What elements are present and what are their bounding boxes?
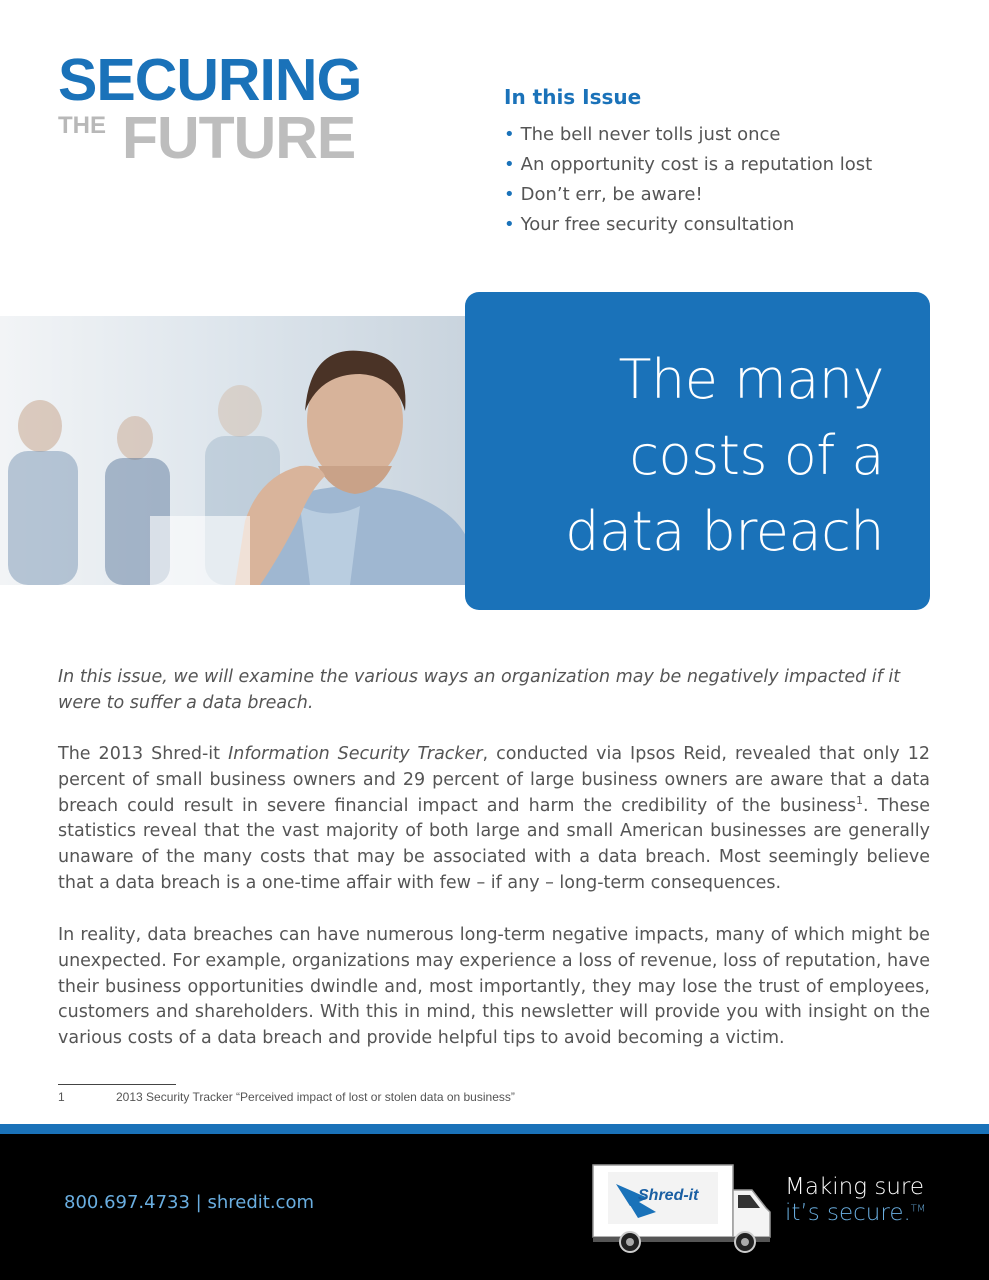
headline-box xyxy=(465,292,930,610)
issue-item: • Your free security consultation xyxy=(504,214,795,235)
footer-stripe xyxy=(0,1124,989,1134)
issue-list xyxy=(504,120,944,240)
footnote-text: 2013 Security Tracker “Perceived impact of lost or stolen data on business” xyxy=(116,1090,515,1104)
bullet-icon: • xyxy=(504,124,515,145)
truck-logo-text: Shred-it xyxy=(638,1187,699,1204)
trademark: TM xyxy=(910,1203,926,1215)
footnote-number: 1 xyxy=(58,1090,65,1104)
masthead-the: THE xyxy=(58,112,106,139)
masthead-the-future xyxy=(58,105,378,171)
footer xyxy=(0,1134,989,1280)
footnote-ref: 1 xyxy=(856,793,864,807)
body-paragraph-2: In reality, data breaches can have numerous long-term negative impacts, many of which might be unexpected. For example, organizations may experience a loss of revenue, loss of reputation, have their business opportunities dwindle and, most importantly, they may lose the trust of employees, customers and shareholders. With this in mind, this newsletter will provide you with insight on the various costs of a data breach and provide helpful tips to avoid becoming a victim. xyxy=(58,925,930,1049)
issue-item: • Don’t err, be aware! xyxy=(504,184,703,205)
intro-paragraph: In this issue, we will examine the various ways an organization may be negatively impacted if it were to suffer a data breach. xyxy=(58,667,901,713)
body-paragraph-1: The 2013 Shred-it Information Security Tracker, conducted via Ipsos Reid, revealed that only 12 percent of small business owners and 29 percent of large business owners are aware that a data breach could result in severe financial impact and harm the credibility of the business$^1$. These statistics reveal that the vast majority of both large and small American businesses are generally unaware of the many costs that may be associated with a data breach. Most seemingly believe that a data breach is a one-time affair with few – if any – long-term consequences. xyxy=(58,744,931,893)
footnote xyxy=(58,1090,515,1104)
tagline-line-2: it’s secure.™ xyxy=(785,1200,926,1226)
shredit-truck-icon xyxy=(590,1162,775,1254)
in-this-issue xyxy=(504,84,944,240)
masthead-securing: SECURING xyxy=(58,47,362,113)
headline-line: The many xyxy=(618,348,884,411)
thinking-man-illustration xyxy=(0,316,466,585)
issue-item: • An opportunity cost is a reputation lost xyxy=(504,154,873,175)
masthead-logo xyxy=(58,47,378,171)
headline-line: data breach xyxy=(565,500,884,563)
tracker-title: Information Security Tracker xyxy=(228,744,483,764)
headline xyxy=(565,342,884,570)
footer-contact: 800.697.4733 | shredit.com xyxy=(64,1192,314,1213)
tagline-line-1: Making sure xyxy=(785,1174,924,1200)
issue-title: In this Issue xyxy=(504,85,642,109)
bullet-icon: • xyxy=(504,154,515,175)
bullet-icon: • xyxy=(504,214,515,235)
footnote-divider xyxy=(58,1084,176,1085)
headline-line: costs of a xyxy=(629,424,884,487)
issue-item: • The bell never tolls just once xyxy=(504,124,781,145)
masthead-future: FUTURE xyxy=(122,105,356,171)
footer-tagline xyxy=(785,1174,926,1226)
hero-photo xyxy=(0,316,466,585)
bullet-icon: • xyxy=(504,184,515,205)
